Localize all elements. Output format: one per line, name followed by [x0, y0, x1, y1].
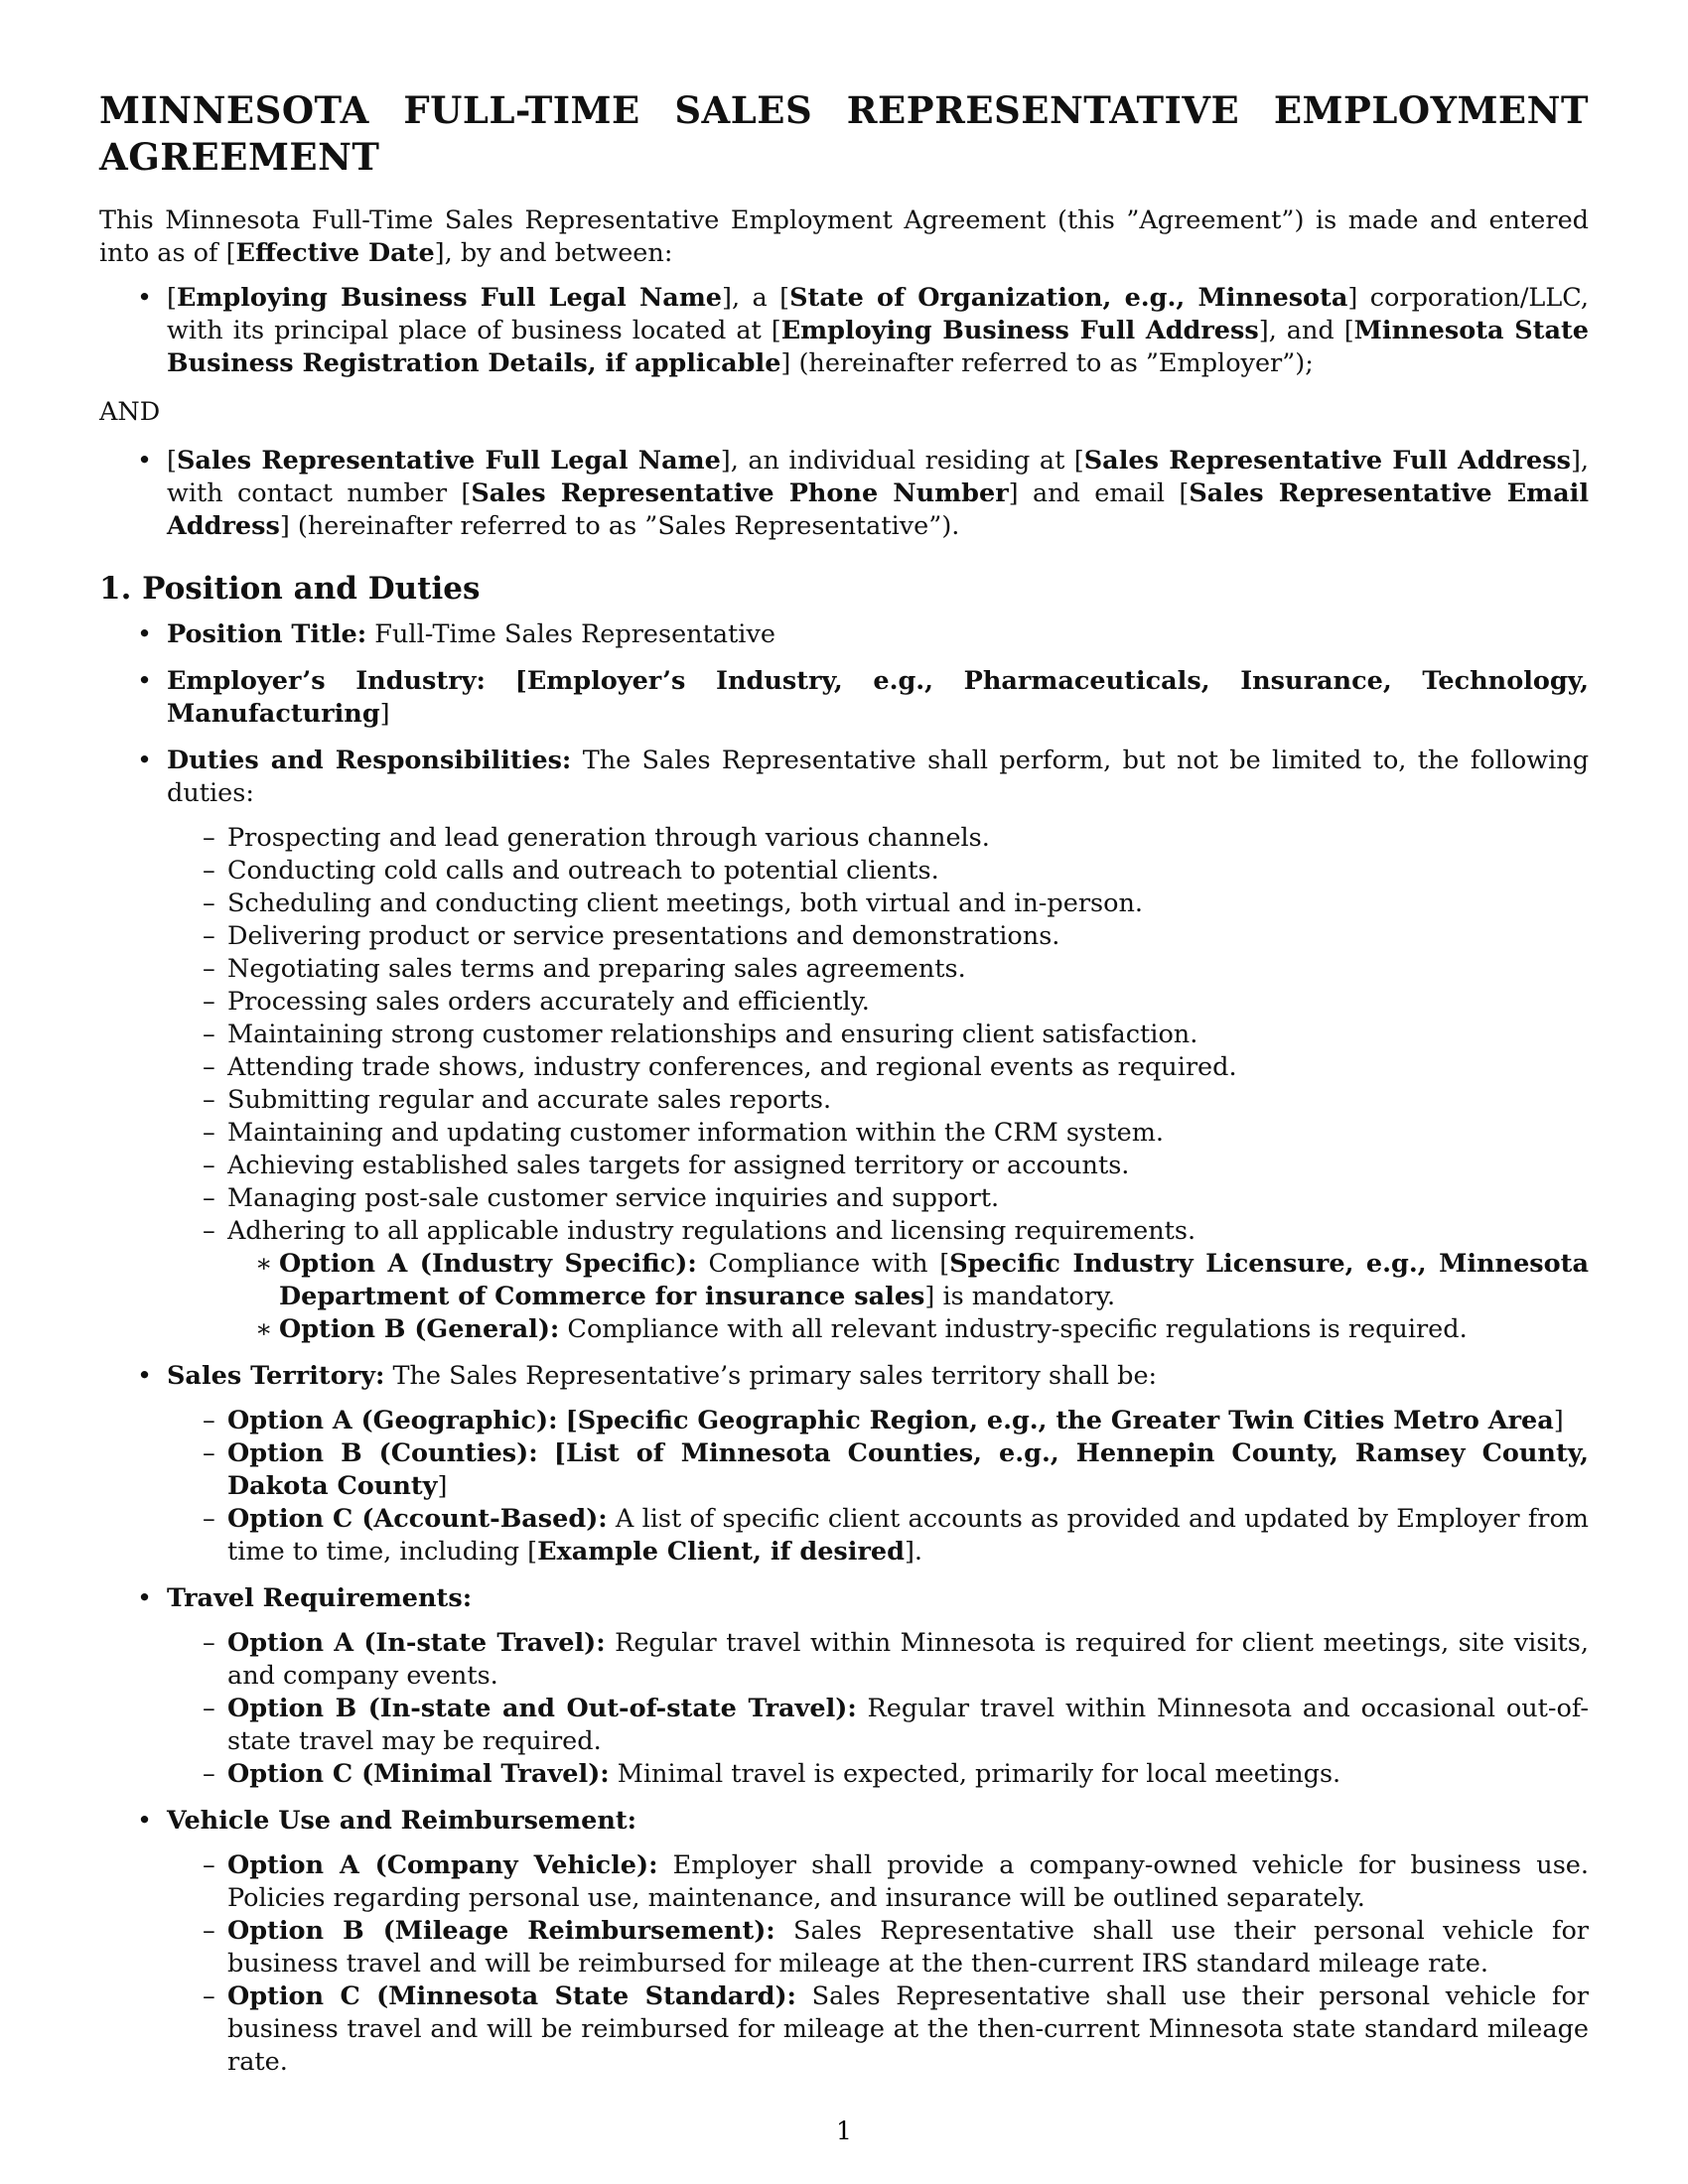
- effective-date-placeholder: Effective Date: [235, 238, 435, 268]
- intro-tail: ], by and between:: [434, 238, 673, 268]
- industry-placeholder: Employer’s Industry, e.g., Pharmaceuticals, Insurance, Technology, Manufacturing: [167, 666, 1590, 729]
- territory-label: Sales Territory:: [167, 1361, 385, 1391]
- employer-registration-placeholder: Minnesota State Business Registration Details, if applicable: [167, 316, 1590, 378]
- vehicle-options-list: [167, 1849, 1589, 2079]
- vehicle-option-b-label: Option B (Mileage Reimbursement):: [227, 1916, 775, 1946]
- rep-party-list: [99, 445, 1589, 543]
- territory-option-c-tail: ].: [904, 1537, 923, 1567]
- rep-name-placeholder: Sales Representative Full Legal Name: [176, 446, 721, 476]
- duty-regulations-text: Adhering to all applicable industry regulations and licensing requirements.: [227, 1216, 1196, 1246]
- travel-option-b-text: Regular travel within Minnesota and occasional out-of-state travel may be required.: [227, 1694, 1589, 1756]
- vehicle-item: [99, 1805, 1589, 2079]
- position-title-item: [99, 618, 1589, 651]
- position-title-label: Position Title:: [167, 619, 367, 649]
- duty-item: – Attending trade shows, industry conferences, and regional events as required.: [167, 1051, 1589, 1084]
- duty-item: – Achieving established sales targets for assigned territory or accounts.: [167, 1150, 1589, 1182]
- travel-option-c: [167, 1758, 1589, 1791]
- sales-territory-item: [99, 1360, 1589, 1569]
- duties-label: Duties and Responsibilities:: [167, 746, 572, 775]
- duties-list: [167, 822, 1589, 1346]
- intro-paragraph: This Minnesota Full-Time Sales Representative Employment Agreement (this ”Agreement”) is made and entered into as of [Effective Date], by and between:: [99, 205, 1589, 268]
- vehicle-option-c: [167, 1980, 1589, 2079]
- section-1-list: [99, 618, 1589, 2079]
- and-separator: AND: [99, 397, 161, 427]
- travel-option-a-text: Regular travel within Minnesota is required for client meetings, site visits, and company events.: [227, 1628, 1589, 1691]
- intro-text: This Minnesota Full-Time Sales Representative Employment Agreement (this ”Agreement”) is made and entered into as of: [99, 205, 1589, 268]
- duty-item: – Delivering product or service presentations and demonstrations.: [167, 920, 1589, 953]
- vehicle-option-a: [167, 1849, 1589, 1915]
- employer-party-item: • [Employing Business Full Legal Name], a [State of Organization, e.g., Minnesota] corporation/LLC, with its principal place of business located at [Employing Business Full Address], and [Minnesota State Business Registration Details, if applicable] (hereinafter referred to as ”Employer”);: [99, 282, 1589, 380]
- duty-item: – Managing post-sale customer service inquiries and support.: [167, 1182, 1589, 1215]
- employer-state-placeholder: State of Organization, e.g., Minnesota: [789, 283, 1348, 313]
- industry-item: • Employer’s Industry: [Employer’s Industry, e.g., Pharmaceuticals, Insurance, Technology, Manufacturing]: [99, 665, 1589, 731]
- vehicle-option-a-text: Employer shall provide a company-owned vehicle for business use. Policies regarding personal use, maintenance, and insurance will be outlined separately.: [227, 1850, 1589, 1913]
- regulation-option-a-tail: ] is mandatory.: [924, 1282, 1116, 1311]
- position-title-value: Full-Time Sales Representative: [366, 619, 775, 649]
- vehicle-label: Vehicle Use and Reimbursement:: [167, 1806, 637, 1836]
- rep-text-1: ], an individual residing at [: [720, 446, 1084, 476]
- rep-address-placeholder: Sales Representative Full Address: [1083, 446, 1571, 476]
- regulation-option-a-label: Option A (Industry Specific):: [279, 1249, 697, 1279]
- duty-item: – Conducting cold calls and outreach to potential clients.: [167, 855, 1589, 887]
- territory-option-c: [167, 1503, 1589, 1569]
- rep-text-3: ] and email [: [1008, 478, 1190, 508]
- employer-name-placeholder: Employing Business Full Legal Name: [176, 283, 723, 313]
- territory-option-b: – Option B (Counties): [List of Minnesota Counties, e.g., Hennepin County, Ramsey County, Dakota County]: [167, 1437, 1589, 1503]
- geographic-region-placeholder: Specific Geographic Region, e.g., the Greater Twin Cities Metro Area: [577, 1406, 1554, 1435]
- territory-option-b-label: Option B (Counties):: [227, 1438, 538, 1468]
- employer-address-placeholder: Employing Business Full Address: [780, 316, 1259, 345]
- duty-item: – Maintaining and updating customer information within the CRM system.: [167, 1117, 1589, 1150]
- duty-item: – Processing sales orders accurately and efficiently.: [167, 986, 1589, 1019]
- vehicle-option-b-text: Sales Representative shall use their personal vehicle for business travel and will be reimbursed for mileage at the then-current IRS standard mileage rate.: [227, 1916, 1589, 1979]
- vehicle-option-a-label: Option A (Company Vehicle):: [227, 1850, 658, 1880]
- travel-option-b-label: Option B (In-state and Out-of-state Travel):: [227, 1694, 857, 1723]
- employer-text-3: ], and [: [1258, 316, 1354, 345]
- vehicle-option-b: [167, 1915, 1589, 1980]
- licensure-placeholder: Specific Industry Licensure, e.g., Minnesota Department of Commerce for insurance sales: [279, 1249, 1589, 1311]
- rep-party-item: • [Sales Representative Full Legal Name], an individual residing at [Sales Representative Full Address], with contact number [Sales Representative Phone Number] and email [Sales Representative Email Address] (hereinafter referred to as ”Sales Representative”).: [99, 445, 1589, 543]
- vehicle-option-c-label: Option C (Minnesota State Standard):: [227, 1981, 796, 2011]
- employer-party-list: [99, 282, 1589, 380]
- travel-label: Travel Requirements:: [167, 1583, 473, 1613]
- travel-option-b: [167, 1693, 1589, 1758]
- duties-text: The Sales Representative shall perform, but not be limited to, the following duties:: [167, 746, 1590, 808]
- regulation-option-b-text: Compliance with all relevant industry-specific regulations is required.: [559, 1314, 1468, 1344]
- territory-options-list: [167, 1405, 1589, 1569]
- employer-text-2: ] corporation/LLC, with its principal place of business located at [: [167, 283, 1589, 345]
- travel-option-a: [167, 1627, 1589, 1693]
- rep-text-4: ] (hereinafter referred to as ”Sales Representative”).: [279, 511, 960, 541]
- duty-item: – Submitting regular and accurate sales reports.: [167, 1084, 1589, 1117]
- travel-option-a-label: Option A (In-state Travel):: [227, 1628, 606, 1658]
- example-client-placeholder: Example Client, if desired: [537, 1537, 905, 1567]
- document-title: MINNESOTA FULL-TIME SALES REPRESENTATIVE EMPLOYMENT AGREEMENT: [99, 88, 1589, 179]
- territory-option-c-label: Option C (Account-Based):: [227, 1504, 608, 1534]
- duty-item: – Prospecting and lead generation through various channels.: [167, 822, 1589, 855]
- duty-item: – Scheduling and conducting client meetings, both virtual and in-person.: [167, 887, 1589, 920]
- travel-item: [99, 1582, 1589, 1791]
- counties-placeholder: List of Minnesota Counties, e.g., Hennepin County, Ramsey County, Dakota County: [227, 1438, 1589, 1501]
- regulation-option-a: [227, 1248, 1589, 1313]
- industry-label: Employer’s Industry:: [167, 666, 486, 696]
- territory-text: The Sales Representative’s primary sales territory shall be:: [384, 1361, 1158, 1391]
- regulation-options-list: [227, 1248, 1589, 1346]
- regulation-option-b: [227, 1313, 1589, 1346]
- rep-email-placeholder: Sales Representative Email Address: [167, 478, 1590, 541]
- rep-text-2: ], with contact number [: [167, 446, 1589, 508]
- document-page: [99, 87, 1589, 2093]
- duty-item: – Negotiating sales terms and preparing sales agreements.: [167, 953, 1589, 986]
- travel-option-c-text: Minimal travel is expected, primarily for local meetings.: [609, 1759, 1341, 1789]
- rep-phone-placeholder: Sales Representative Phone Number: [471, 478, 1009, 508]
- territory-option-c-text: A list of specific client accounts as provided and updated by Employer from time to time, including [: [227, 1504, 1589, 1567]
- travel-options-list: [167, 1627, 1589, 1791]
- duties-item: [99, 745, 1589, 1346]
- duty-item: – Maintaining strong customer relationships and ensuring client satisfaction.: [167, 1019, 1589, 1051]
- vehicle-option-c-text: Sales Representative shall use their personal vehicle for business travel and will be reimbursed for mileage at the then-current Minnesota state standard mileage rate.: [227, 1981, 1589, 2077]
- territory-option-a: – Option A (Geographic): [Specific Geographic Region, e.g., the Greater Twin Cities Metro Area]: [167, 1405, 1589, 1437]
- travel-option-c-label: Option C (Minimal Travel):: [227, 1759, 610, 1789]
- regulation-option-b-label: Option B (General):: [279, 1314, 560, 1344]
- employer-text-1: ], a [: [722, 283, 790, 313]
- section-1-heading: 1. Position and Duties: [99, 571, 481, 607]
- territory-option-a-label: Option A (Geographic):: [227, 1406, 558, 1435]
- page-number: 1: [836, 2116, 852, 2145]
- duty-item-regulations: [167, 1215, 1589, 1346]
- regulation-option-a-text: Compliance with [: [696, 1249, 950, 1279]
- employer-text-4: ] (hereinafter referred to as ”Employer”);: [780, 348, 1314, 378]
